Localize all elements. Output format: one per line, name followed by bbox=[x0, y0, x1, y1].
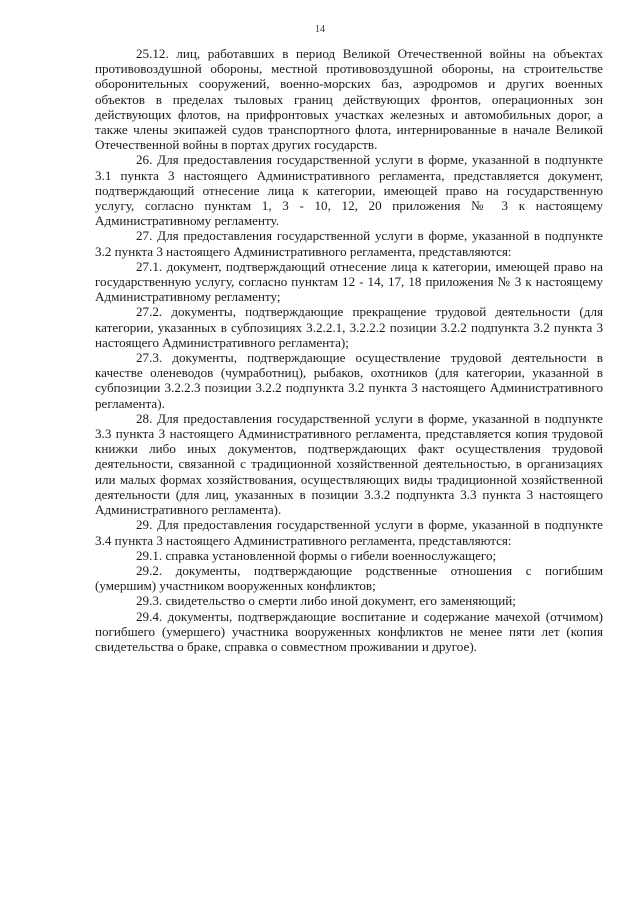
paragraph-29-2: 29.2. документы, подтверждающие родственные отношения с погибшим (умершим) участником вооруженных конфликтов; bbox=[95, 562, 603, 594]
paragraph-27-1: 27.1. документ, подтверждающий отнесение лица к категории, имеющей право на государственную услугу, согласно пунктам 12 - 14, 17, 18 приложения № 3 к настоящему Административному регламенту; bbox=[95, 258, 603, 305]
paragraph-26: 26. Для предоставления государственной услуги в форме, указанной в подпункте 3.1 пункта 3 настоящего Административного регламента, представляется документ, подтверждающий отнесение лица к категории, имеющей право на государственную услугу, согласно пунктам 1, 3 - 10, 12, 20 приложения № 3 к настоящему Административному регламенту. bbox=[95, 152, 603, 229]
page-number: 14 bbox=[315, 24, 325, 35]
paragraph-28: 28. Для предоставления государственной услуги в форме, указанной в подпункте 3.3 пункта 3 настоящего Административного регламента, представляется копия трудовой книжки либо иных документов, подтверждающих факт осуществления трудовой деятельности, связанной с традиционной хозяйственной деятельностью, в организациях или малых формах хозяйствования, осуществляющих виды традиционной хозяйственной деятельности (для лиц, указанных в позиции 3.3.2 подпункта 3.3 пункта 3 настоящего Административного регламента). bbox=[95, 410, 603, 518]
paragraph-27-2: 27.2. документы, подтверждающие прекращение трудовой деятельности (для категории, указанных в субпозициях 3.2.2.1, 3.2.2.2 позиции 3.2.2 подпункта 3.2 пункта 3 настоящего Административного регламента); bbox=[95, 304, 603, 350]
paragraph-25-12: 25.12. лиц, работавших в период Великой Отечественной войны на объектах противовоздушной обороны, местной противовоздушной обороны, на строительстве оборонительных сооружений, военно-морских баз, аэродромов и других военных объектов в пределах тыловых границ действующих фронтов, операционных зон действующих флотов, на прифронтовых участках железных и автомобильных дорог, а также члены экипажей судов транспортного флота, интернированные в начале Великой Отечественной войны в портах других государств. bbox=[95, 46, 603, 153]
paragraph-29-3: 29.3. свидетельство о смерти либо иной документ, его заменяющий; bbox=[136, 593, 516, 609]
paragraph-29-4: 29.4. документы, подтверждающие воспитание и содержание мачехой (отчимом) погибшего (умершего) участника вооруженных конфликтов не менее пяти лет (копия свидетельства о браке, справка о совместном проживании и другое). bbox=[95, 608, 603, 654]
paragraph-27: 27. Для предоставления государственной услуги в форме, указанной в подпункте 3.2 пункта 3 настоящего Административного регламента, представляются: bbox=[95, 228, 603, 259]
paragraph-29: 29. Для предоставления государственной услуги в форме, указанной в подпункте 3.4 пункта 3 настоящего Административного регламента, представляются: bbox=[95, 517, 603, 548]
document-body bbox=[95, 46, 603, 654]
paragraph-29-1: 29.1. справка установленной формы о гибели военнослужащего; bbox=[136, 547, 497, 563]
paragraph-27-3: 27.3. документы, подтверждающие осуществление трудовой деятельности в качестве оленеводов (чумработниц), рыбаков, охотников (для категории, указанной в субпозиции 3.2.2.3 позиции 3.2.2 подпункта 3.2 пункта 3 настоящего Административного регламента). bbox=[95, 350, 603, 411]
